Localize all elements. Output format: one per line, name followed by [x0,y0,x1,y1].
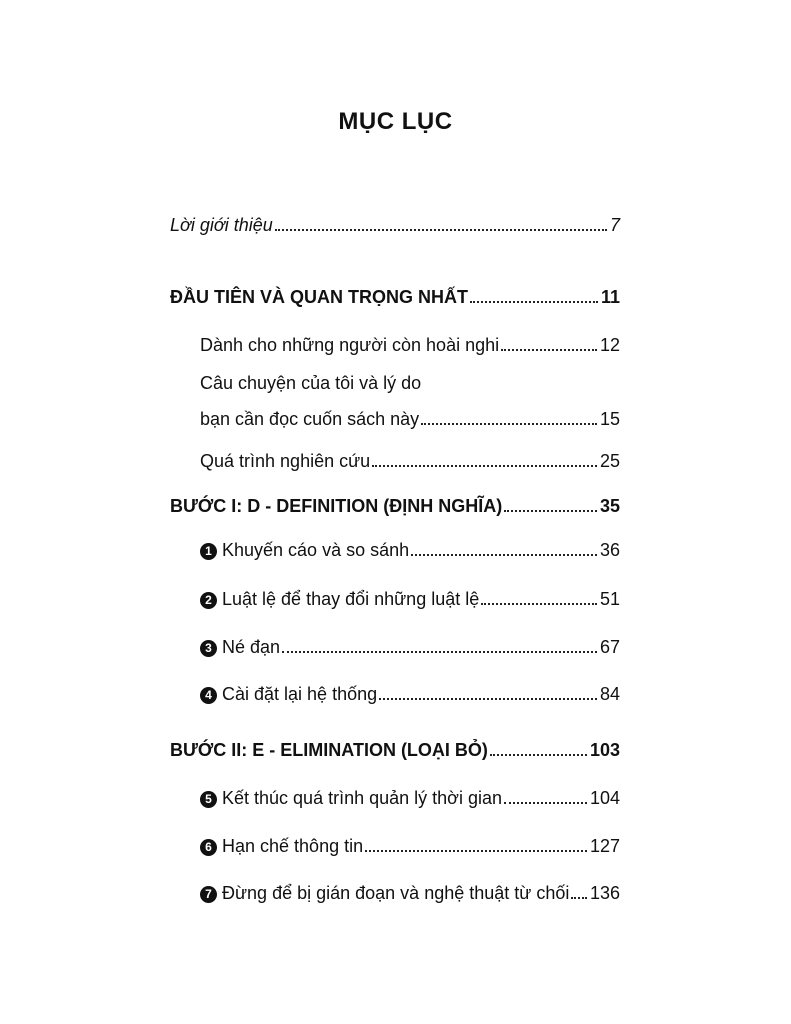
toc-section-first[interactable] [170,278,620,308]
entry-page: 136 [589,883,620,903]
dot-leader [372,465,597,467]
entry-title: BƯỚC I: D - DEFINITION (ĐỊNH NGHĨA) [170,496,503,516]
entry-page: 25 [599,451,620,471]
toc-section-step1[interactable] [170,487,620,517]
toc-entry[interactable] [200,442,620,472]
dot-leader [470,301,598,303]
toc-entry[interactable] [200,827,620,857]
dot-leader [421,423,597,425]
dot-leader [490,754,587,756]
entry-title: Khuyến cáo và so sánh [222,540,410,560]
entry-title: Luật lệ để thay đổi những luật lệ [222,589,480,609]
page-title: MỤC LỤC [338,108,453,135]
dot-leader [504,510,597,512]
toc-entry-line1[interactable] [200,364,620,394]
number-badge-icon: 3 [200,640,217,657]
entry-title: Dành cho những người còn hoài nghi [200,335,500,355]
toc-entry[interactable] [200,400,620,430]
toc-entry[interactable] [200,628,620,658]
entry-title: Lời giới thiệu [170,215,273,235]
entry-title: Né đạn [222,637,281,657]
entry-title: Câu chuyện của tôi và lý do [200,373,422,393]
entry-title: ĐẦU TIÊN VÀ QUAN TRỌNG NHẤT [170,287,468,307]
entry-page: 7 [609,215,620,235]
dot-leader [365,850,587,852]
toc-section-step2[interactable] [170,731,620,761]
entry-page: 35 [599,496,620,516]
entry-title: BƯỚC II: E - ELIMINATION (LOẠI BỎ) [170,740,488,760]
number-badge-icon: 1 [200,543,217,560]
number-badge-icon: 7 [200,886,217,903]
toc-entry-intro[interactable] [170,206,620,236]
entry-page: 104 [589,788,620,808]
toc-entry[interactable] [200,779,620,809]
entry-title: Cài đặt lại hệ thống [222,684,378,704]
entry-title: Kết thúc quá trình quản lý thời gian [222,788,502,808]
entry-page: 67 [599,637,620,657]
dot-leader [571,897,587,899]
entry-title: Quá trình nghiên cứu [200,451,371,471]
entry-title: Đừng để bị gián đoạn và nghệ thuật từ chối [222,883,570,903]
dot-leader [501,349,597,351]
number-badge-icon: 5 [200,791,217,808]
entry-page: 12 [599,335,620,355]
entry-title-cont: bạn cần đọc cuốn sách này [200,409,420,429]
number-badge-icon: 2 [200,592,217,609]
toc-entry[interactable] [200,531,620,561]
entry-page: 84 [599,684,620,704]
dot-leader [379,698,597,700]
dot-leader [504,802,587,804]
toc-entry[interactable] [200,580,620,610]
dot-leader [282,651,597,653]
number-badge-icon: 6 [200,839,217,856]
entry-page: 36 [599,540,620,560]
dot-leader [275,229,607,231]
number-badge-icon: 4 [200,687,217,704]
entry-page: 51 [599,589,620,609]
entry-page: 15 [599,409,620,429]
entry-page: 127 [589,836,620,856]
toc-entry[interactable] [200,675,620,705]
dot-leader [411,554,597,556]
dot-leader [481,603,597,605]
entry-page: 103 [589,740,620,760]
toc-entry[interactable] [200,874,620,904]
entry-title: Hạn chế thông tin [222,836,364,856]
toc-entry[interactable] [200,326,620,356]
entry-page: 11 [600,287,620,307]
